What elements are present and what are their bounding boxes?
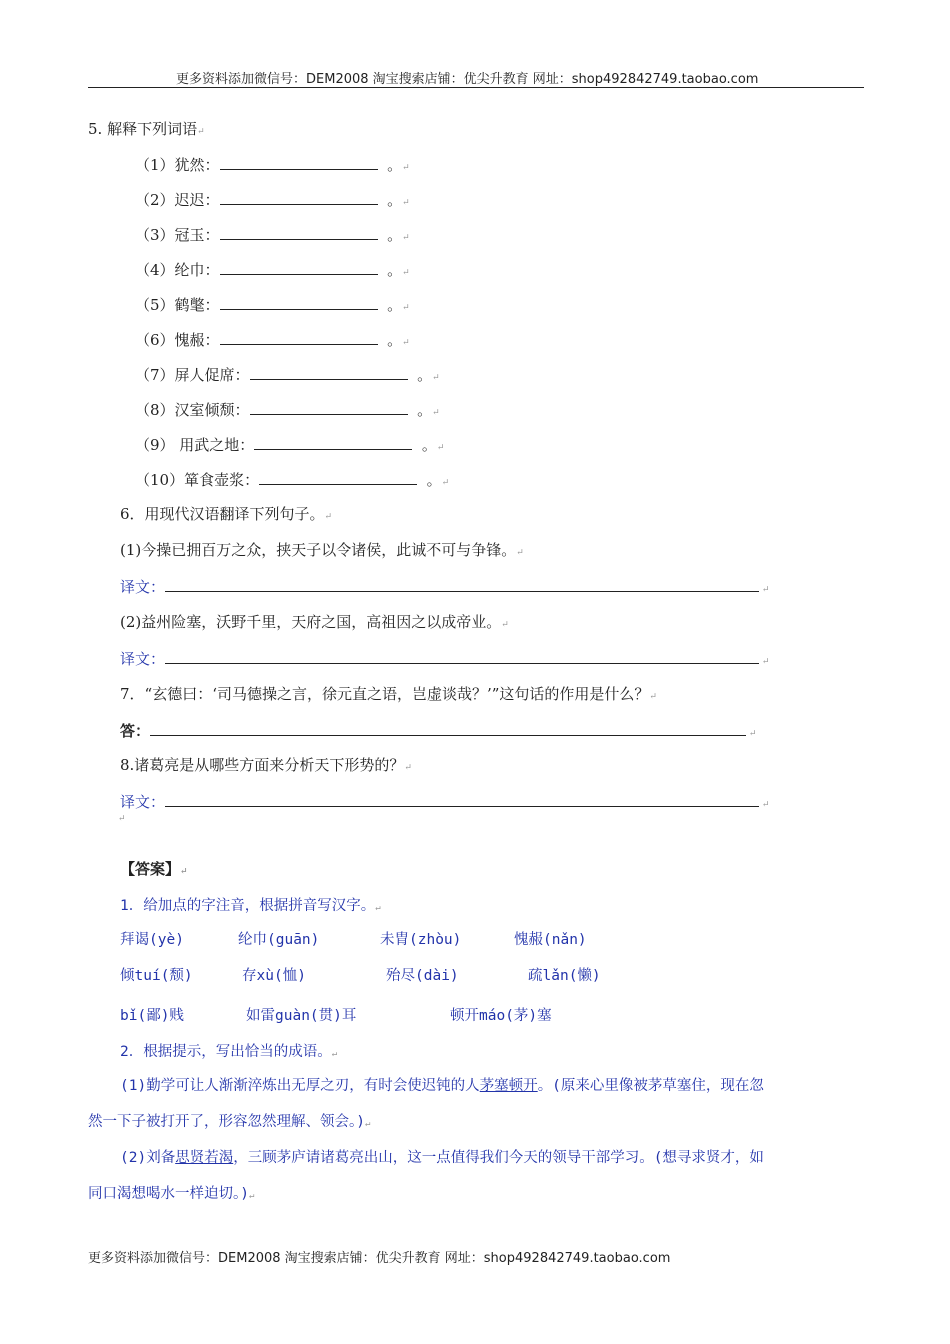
q5-item-4: （4）纶巾： 。↵ [135,258,410,280]
q5-item-10: （10）箪食壶浆： 。↵ [135,468,449,490]
pinyin-item: 倾tuí(颓) [120,968,193,984]
header-rule [88,87,864,88]
pinyin-item: 拜谒(yè) [120,932,184,948]
answer-blank[interactable] [220,293,378,310]
q6-sentence-1: (1)今操已拥百万之众，挟天子以令诸侯，此诚不可与争锋。↵ [120,541,524,559]
answer-blank[interactable] [250,363,408,380]
answer-blank[interactable] [254,433,412,450]
q6-sentence-2: (2)益州险塞，沃野千里，天府之国，高祖因之以成帝业。↵ [120,613,509,631]
q5-item-9: （9） 用武之地： 。↵ [135,433,444,455]
answer-blank[interactable] [220,258,378,275]
paragraph-mark: ↵ [118,814,126,824]
answer-2-item-2-line-2: 同口渴想喝水一样迫切。)↵ [88,1186,255,1202]
q7-answer: 答： ↵ [120,719,756,741]
q6-translation-1: 译文： ↵ [120,575,769,597]
pinyin-item: 疏lǎn(懒) [528,968,601,984]
q6-title: 6．用现代汉语翻译下列句子。↵ [120,505,333,523]
q8-translation: 译文： ↵ [120,790,769,812]
translation-blank[interactable] [165,647,759,664]
answer-blank[interactable] [220,153,378,170]
answers-title: 【答案】↵ [120,860,188,878]
pinyin-item: 如雷guàn(贯)耳 [246,1008,357,1024]
answer-blank[interactable] [220,188,378,205]
translation-blank[interactable] [165,790,759,807]
answer-2-item-1-line-1: (1)勤学可让人渐渐淬炼出无厚之刃，有时会使迟钝的人茅塞顿开。(原来心里像被茅草塞住，现在忽 [120,1078,764,1094]
idiom: 思贤若渴 [175,1150,234,1166]
answer-1-title: 1．给加点的字注音，根据拼音写汉字。↵ [120,898,381,914]
answer-2-item-2-line-1: (2)刘备思贤若渴，三顾茅庐请诸葛亮出山，这一点值得我们今天的领导干部学习。(想寻求贤才，如 [120,1150,764,1166]
q5-item-3: （3）冠玉： 。↵ [135,223,410,245]
page-header: 更多资料添加微信号：DEM2008 淘宝搜索店铺：优尖升教育 网址：shop492842749.taobao.com [176,72,759,87]
q6-translation-2: 译文： ↵ [120,647,769,669]
answer-blank[interactable] [220,328,378,345]
q5-item-1: （1）犹然： 。↵ [135,153,410,175]
q7-title: 7．“玄德曰：‘司马德操之言，徐元直之语，岂虚谈哉？’”这句话的作用是什么？↵ [120,685,657,703]
idiom: 茅塞顿开 [479,1078,538,1094]
page-footer: 更多资料添加微信号：DEM2008 淘宝搜索店铺：优尖升教育 网址：shop492842749.taobao.com [88,1251,671,1266]
pinyin-item: 殆尽(dài) [386,968,459,984]
pinyin-item: 愧赧(nǎn) [514,932,587,948]
pinyin-item: 未胄(zhòu) [380,932,462,948]
pinyin-item: 存xù(恤) [242,968,306,984]
q5-item-6: （6）愧赧： 。↵ [135,328,410,350]
translation-blank[interactable] [165,575,759,592]
pinyin-item: 纶巾(guān) [238,932,320,948]
q5-title: 5. 解释下列词语↵ [88,120,205,138]
answer-blank[interactable] [259,468,417,485]
pinyin-item: bǐ(鄙)贱 [120,1008,184,1024]
q8-title: 8.诸葛亮是从哪些方面来分析天下形势的？↵ [120,756,412,774]
answer-blank[interactable] [250,398,408,415]
answer-blank[interactable] [220,223,378,240]
q5-item-8: （8）汉室倾颓： 。↵ [135,398,440,420]
answer-2-title: 2．根据提示，写出恰当的成语。↵ [120,1044,338,1060]
answer-blank[interactable] [150,719,746,736]
answer-2-item-1-line-2: 然一下子被打开了，形容忽然理解、领会。)↵ [88,1114,371,1130]
q5-item-5: （5）鹤氅： 。↵ [135,293,410,315]
q5-item-7: （7）屏人促席： 。↵ [135,363,440,385]
q5-item-2: （2）迟迟： 。↵ [135,188,410,210]
pinyin-item: 顿开máo(茅)塞 [450,1008,552,1024]
